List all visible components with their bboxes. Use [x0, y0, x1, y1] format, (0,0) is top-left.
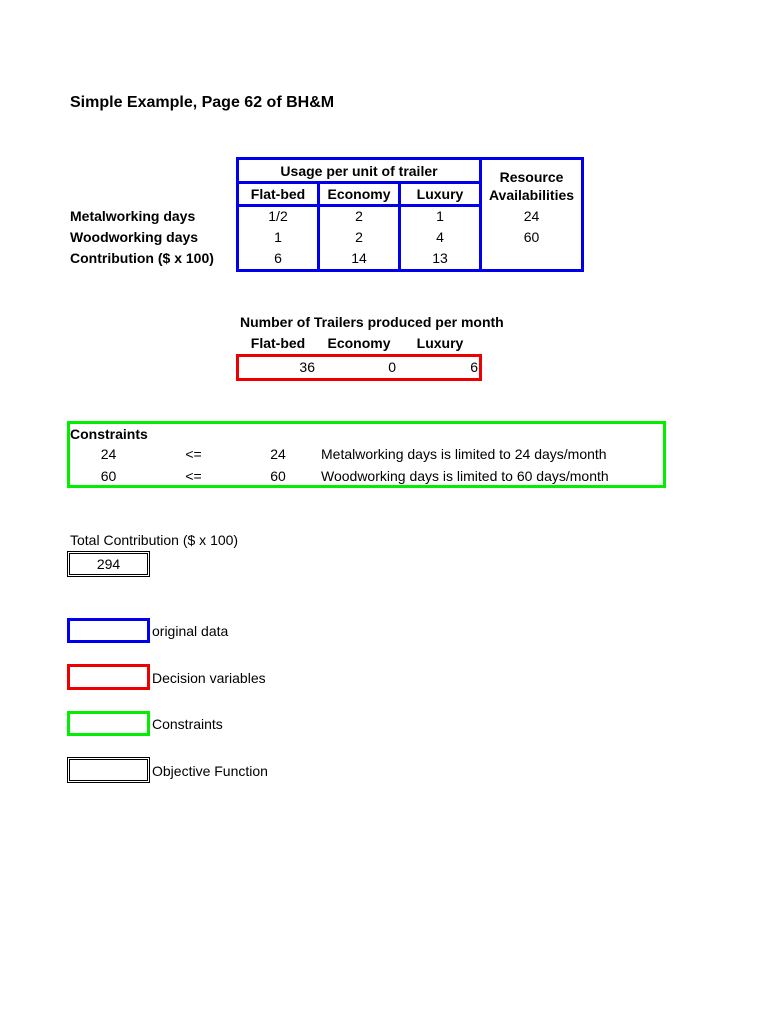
legend-swatch-objective-function	[67, 757, 150, 783]
constraint-note: Metalworking days is limited to 24 days/month	[321, 446, 607, 462]
decision-value-flatbed[interactable]: 36	[299, 359, 315, 375]
availability-cell: 24	[523, 208, 540, 224]
table-cell: 2	[355, 229, 363, 245]
resource-header-line2: Availabilities	[488, 187, 575, 203]
decision-value-luxury[interactable]: 6	[470, 359, 478, 375]
legend-swatch-original-data	[67, 618, 150, 643]
table-cell: 1	[274, 229, 282, 245]
decision-title: Number of Trailers produced per month	[240, 314, 504, 330]
row-label: Contribution ($ x 100)	[70, 250, 214, 266]
constraint-lhs: 24	[100, 446, 117, 462]
constraint-operator: <=	[185, 446, 202, 462]
constraint-rhs: 24	[270, 446, 286, 462]
legend-label: original data	[152, 623, 229, 639]
column-header: Flat-bed	[250, 186, 306, 202]
legend-label: Decision variables	[152, 670, 266, 686]
decision-column-header: Flat-bed	[250, 335, 306, 351]
page-title: Simple Example, Page 62 of BH&M	[70, 94, 335, 111]
column-header: Economy	[327, 186, 391, 202]
objective-value: 294	[96, 556, 121, 572]
constraint-lhs: 60	[100, 468, 117, 484]
constraints-title: Constraints	[70, 426, 148, 442]
objective-label: Total Contribution ($ x 100)	[70, 532, 239, 548]
table-cell: 1/2	[268, 208, 288, 224]
column-header: Luxury	[416, 186, 464, 202]
resource-header-line1: Resource	[499, 169, 564, 185]
legend-label: Constraints	[152, 716, 223, 732]
constraint-rhs: 60	[270, 468, 286, 484]
constraint-operator: <=	[185, 468, 202, 484]
decision-column-header: Economy	[327, 335, 391, 351]
legend-label: Objective Function	[152, 763, 268, 779]
availability-cell: 60	[523, 229, 540, 245]
table-divider	[236, 204, 481, 207]
row-label: Metalworking days	[70, 208, 196, 224]
decision-value-economy[interactable]: 0	[388, 359, 396, 375]
table-cell: 6	[274, 250, 282, 266]
table-cell: 2	[355, 208, 363, 224]
usage-group-header: Usage per unit of trailer	[280, 163, 438, 179]
table-cell: 4	[436, 229, 444, 245]
table-divider	[236, 181, 481, 184]
table-cell: 1	[436, 208, 444, 224]
legend-swatch-decision-variables	[67, 664, 150, 690]
table-cell: 14	[351, 250, 367, 266]
legend-swatch-constraints	[67, 711, 150, 736]
table-cell: 13	[432, 250, 448, 266]
decision-column-header: Luxury	[416, 335, 464, 351]
constraint-note: Woodworking days is limited to 60 days/month	[321, 468, 609, 484]
row-label: Woodworking days	[70, 229, 199, 245]
